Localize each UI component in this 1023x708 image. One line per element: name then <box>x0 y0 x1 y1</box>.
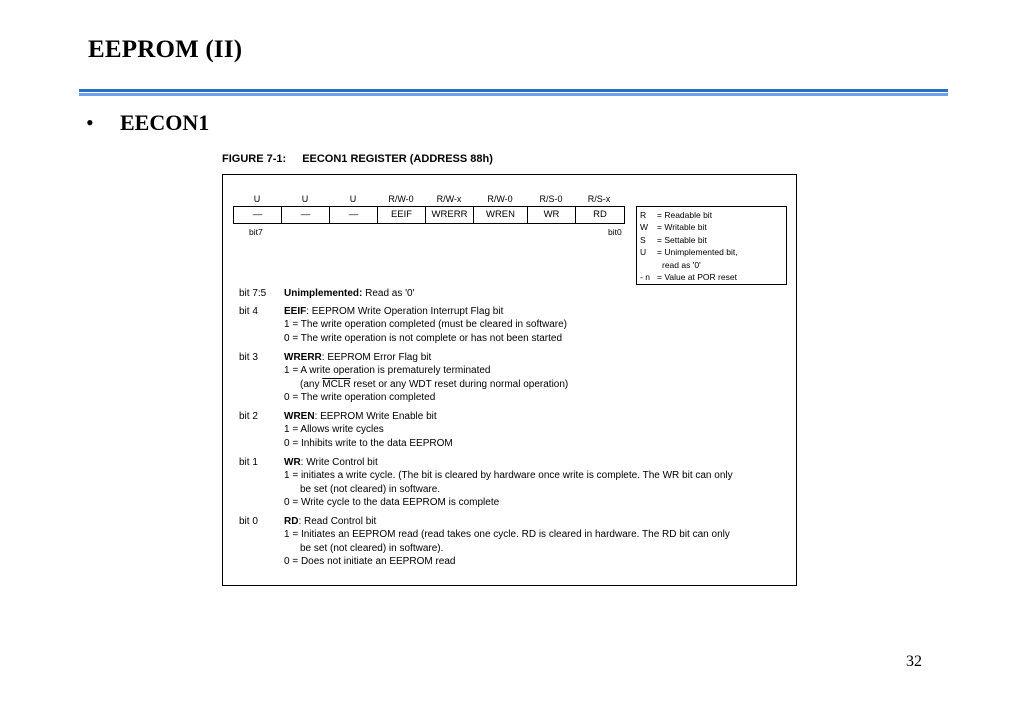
legend-item: W = Writable bit <box>640 222 707 233</box>
bit-label: bit 0 <box>239 516 258 527</box>
bit-cell: WR <box>528 207 576 223</box>
bit-title: Read as '0' <box>362 288 415 299</box>
bit-desc-line: be set (not cleared) in software). <box>300 542 444 554</box>
bit-cell: — <box>282 207 330 223</box>
bit-high-label: bit7 <box>249 227 263 237</box>
register-bit-table <box>233 206 625 224</box>
bit-name: WR <box>284 457 301 468</box>
title-divider <box>79 89 948 97</box>
bit-label: bit 1 <box>239 457 258 468</box>
bit-desc-line: 0 = Write cycle to the data EEPROM is complete <box>284 497 500 509</box>
page-number: 32 <box>906 653 922 670</box>
bullet-icon: • <box>86 110 94 135</box>
bit-desc-line: 1 = initiates a write cycle. (The bit is cleared by hardware once write is complete. The WR bit can only <box>284 470 733 482</box>
access-label: R/S-x <box>587 194 611 204</box>
legend-item: U = Unimplemented bit, <box>640 247 738 258</box>
figure-title: EECON1 REGISTER (ADDRESS 88h) <box>302 153 493 165</box>
bit-label: bit 3 <box>239 352 258 363</box>
bit-cell: RD <box>593 209 607 220</box>
bit-title: : Write Control bit <box>300 457 378 468</box>
bullet-text: EECON1 <box>120 110 210 135</box>
legend-box <box>636 206 787 285</box>
register-figure <box>222 174 797 586</box>
access-label: U <box>349 194 357 204</box>
bit-title: : Read Control bit <box>298 516 377 527</box>
bit-desc-line: 1 = Initiates an EEPROM read (read takes one cycle. RD is cleared in hardware. The RD bit can only <box>284 529 730 541</box>
bit-label: bit 4 <box>239 306 258 317</box>
access-label: R/W-0 <box>487 194 513 204</box>
access-label: R/S-0 <box>539 194 563 204</box>
bit-name: Unimplemented: <box>284 288 363 299</box>
bit-cell: — <box>234 207 282 223</box>
slide-title: EEPROM (II) <box>88 36 243 63</box>
access-label: R/W-x <box>436 194 462 204</box>
figure-caption <box>222 153 493 165</box>
bit-desc-line: 1 = The write operation completed (must be cleared in software) <box>284 319 568 331</box>
bit-name: WRERR <box>284 352 322 363</box>
legend-item: - n = Value at POR reset <box>640 272 737 283</box>
bit-name: RD <box>284 516 299 527</box>
legend-item: R = Readable bit <box>640 210 713 220</box>
bit-label: bit 2 <box>239 411 258 422</box>
bit-desc-line: 0 = The write operation completed <box>284 392 436 404</box>
access-label: U <box>253 194 261 204</box>
access-label: U <box>301 194 309 204</box>
bit-label: bit 7:5 <box>239 288 267 299</box>
bit-desc-line: be set (not cleared) in software. <box>300 483 441 495</box>
bit-cell: WREN <box>474 207 528 223</box>
bit-name: WREN <box>284 411 315 422</box>
bit-title: : EEPROM Write Enable bit <box>314 411 437 422</box>
access-label: R/W-0 <box>388 194 414 204</box>
legend-item: S = Settable bit <box>640 234 707 245</box>
bit-cell: WRERR <box>426 207 474 223</box>
bit-desc-line: 1 = Allows write cycles <box>284 424 384 436</box>
bit-name: EEIF <box>284 306 307 317</box>
figure-label: FIGURE 7-1: <box>222 153 287 165</box>
mclr-label: MCLR <box>322 378 351 390</box>
bullet-item <box>86 110 209 136</box>
bit-title: : EEPROM Write Operation Interrupt Flag bit <box>306 306 504 317</box>
bit-title: : EEPROM Error Flag bit <box>321 352 432 363</box>
bit-desc-line: 0 = Does not initiate an EEPROM read <box>284 556 456 568</box>
bit-desc-line: 1 = A write operation is prematurely terminated <box>284 365 491 377</box>
bit-desc-line: 0 = The write operation is not complete or has not been started <box>284 332 563 344</box>
bit-cell: EEIF <box>378 207 426 223</box>
legend-item: read as '0' <box>662 259 701 270</box>
bit-desc-line: (any MCLR reset or any WDT reset during normal operation) <box>300 378 569 390</box>
bit-cell: — <box>330 207 378 223</box>
bit-low-label: bit0 <box>608 227 622 237</box>
bit-desc-line: 0 = Inhibits write to the data EEPROM <box>284 437 453 449</box>
